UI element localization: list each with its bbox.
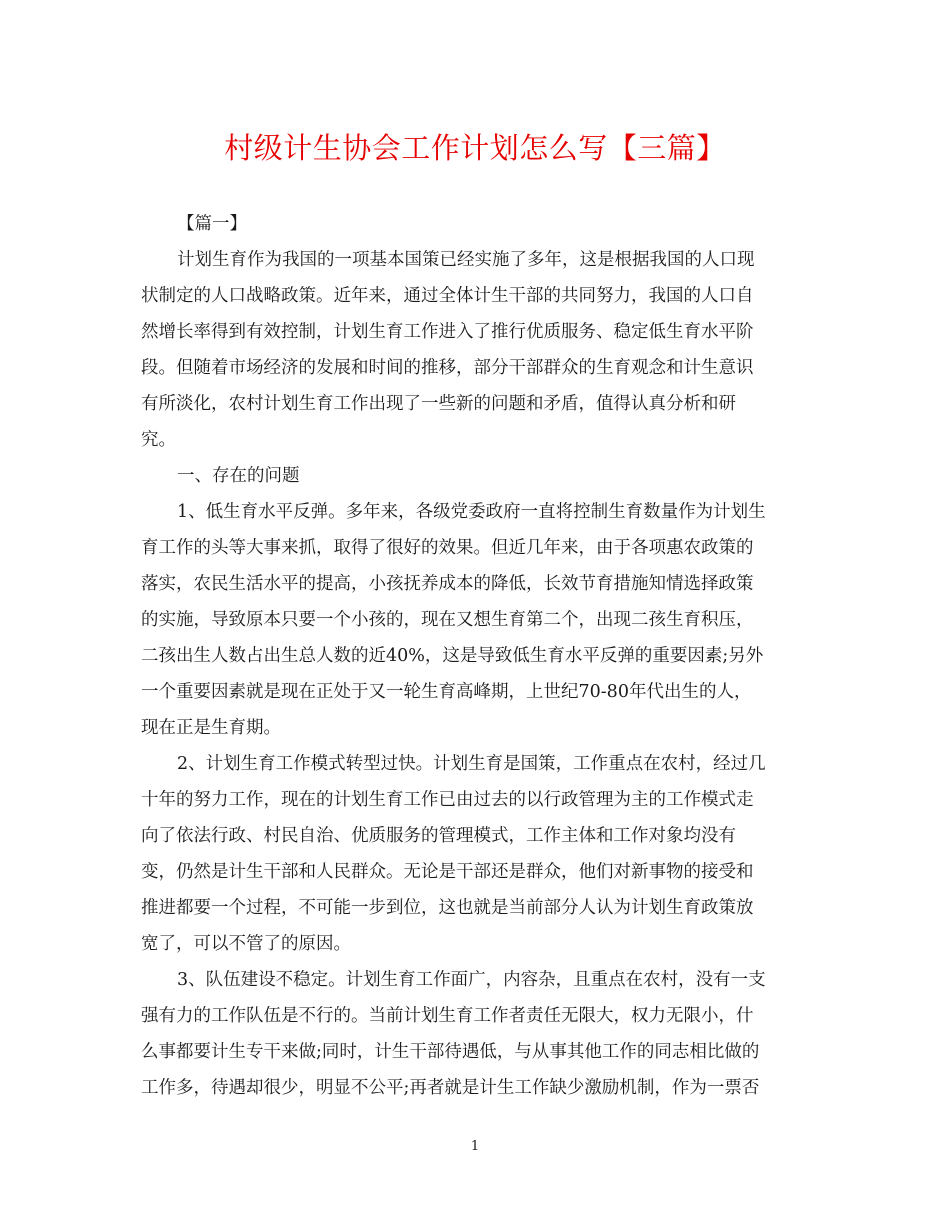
paragraph bbox=[141, 494, 817, 746]
paragraph-line: 状制定的人口战略政策。近年来，通过全体计生干部的共同努力，我国的人口自 bbox=[141, 286, 754, 306]
paragraph-line: 宽了，可以不管了的原因。 bbox=[141, 934, 351, 954]
paragraph-line: 的实施，导致原本只要一个小孩的，现在又想生育第二个，出现二孩生育积压， bbox=[141, 610, 754, 630]
paragraph-line: 现在正是生育期。 bbox=[141, 718, 281, 738]
paragraph-line: 变，仍然是计生干部和人民群众。无论是干部还是群众，他们对新事物的接受和 bbox=[141, 862, 754, 882]
paragraph-line: 一个重要因素就是现在正处于又一轮生育高峰期，上世纪70-80年代出生的人， bbox=[141, 682, 752, 702]
paragraph-line: 1、低生育水平反弹。多年来，各级党委政府一直将控制生育数量作为计划生 bbox=[177, 502, 766, 522]
paragraph-list bbox=[141, 242, 817, 1106]
paragraph-line: 十年的努力工作，现在的计划生育工作已由过去的以行政管理为主的工作模式走 bbox=[141, 790, 754, 810]
document-body bbox=[141, 206, 817, 1106]
paragraph-line: 向了依法行政、村民自治、优质服务的管理模式，工作主体和工作对象均没有 bbox=[141, 826, 736, 846]
paragraph-line: 3、队伍建设不稳定。计划生育工作面广，内容杂，且重点在农村，没有一支 bbox=[177, 970, 766, 990]
document-title: 村级计生协会工作计划怎么写【三篇】 bbox=[224, 131, 726, 165]
paragraph-line: 一、存在的问题 bbox=[177, 466, 300, 486]
page-number: 1 bbox=[470, 1139, 480, 1154]
paragraph-line: 推进都要一个过程，不可能一步到位，这也就是当前部分人认为计划生育政策放 bbox=[141, 898, 754, 918]
paragraph bbox=[141, 458, 817, 494]
paragraph-line: 落实，农民生活水平的提高，小孩抚养成本的降低，长效节育措施知情选择政策 bbox=[141, 574, 754, 594]
paragraph-line: 二孩出生人数占出生总人数的近40%，这是导致低生育水平反弹的重要因素;另外 bbox=[141, 646, 764, 666]
paragraph-line: 工作多，待遇却很少，明显不公平;再者就是计生工作缺少激励机制，作为一票否 bbox=[141, 1078, 760, 1098]
paragraph-line: 么事都要计生专干来做;同时，计生干部待遇低，与从事其他工作的同志相比做的 bbox=[141, 1042, 760, 1062]
paragraph-line: 强有力的工作队伍是不行的。当前计划生育工作者责任无限大，权力无限小，什 bbox=[141, 1006, 754, 1026]
paragraph-line: 段。但随着市场经济的发展和时间的推移，部分干部群众的生育观念和计生意识 bbox=[141, 358, 754, 378]
paragraph-line: 有所淡化，农村计划生育工作出现了一些新的问题和矛盾，值得认真分析和研 bbox=[141, 394, 736, 414]
paragraph-line: 2、计划生育工作模式转型过快。计划生育是国策，工作重点在农村，经过几 bbox=[177, 754, 766, 774]
paragraph bbox=[141, 746, 817, 962]
paragraph-line: 育工作的头等大事来抓，取得了很好的效果。但近几年来，由于各项惠农政策的 bbox=[141, 538, 754, 558]
section-label: 【篇一】 bbox=[177, 214, 247, 234]
paragraph bbox=[141, 242, 817, 458]
paragraph-line: 究。 bbox=[141, 430, 176, 450]
paragraph-line: 计划生育作为我国的一项基本国策已经实施了多年，这是根据我国的人口现 bbox=[177, 250, 755, 270]
paragraph-line: 然增长率得到有效控制，计划生育工作进入了推行优质服务、稳定低生育水平阶 bbox=[141, 322, 754, 342]
paragraph bbox=[141, 962, 817, 1106]
